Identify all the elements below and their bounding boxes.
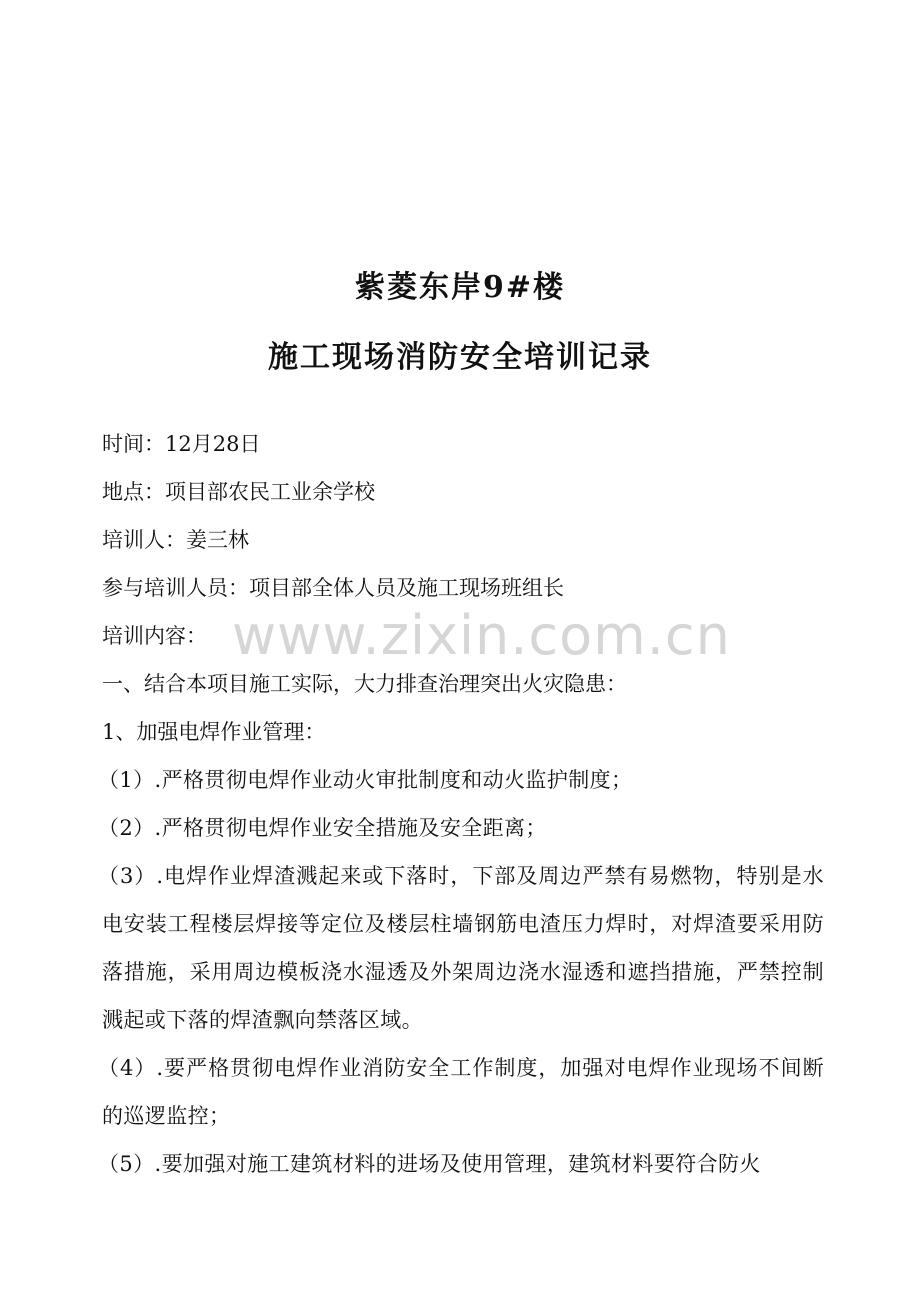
field-trainer: 培训人：姜三林 xyxy=(102,528,249,552)
list-item: （2）.严格贯彻电焊作业安全措施及安全距离； xyxy=(98,816,547,840)
list-item: （3）.电焊作业焊渣溅起来或下落时，下部及周边严禁有易燃物，特别是水电安装工程楼层焊接等定位及楼层柱墙钢筋电渣压力焊时，对焊渣要采用防落措施，采用周边模板浇水湿透及外架周边浇水湿透和遮挡措施，严禁控制溅起或下落的焊渣飘向禁落区域。 xyxy=(98,864,824,1032)
watermark: www.zixin.com.cn xyxy=(232,604,731,667)
field-location: 地点：项目部农民工业余学校 xyxy=(102,480,375,504)
subsection-heading-1: 1、加强电焊作业管理： xyxy=(102,720,326,744)
field-time: 时间：12月28日 xyxy=(102,432,261,456)
list-item: （5）.要加强对施工建筑材料的进场及使用管理，建筑材料要符合防火 xyxy=(98,1152,761,1176)
document-body xyxy=(98,420,824,1188)
document-title-project: 紫菱东岸9#楼 xyxy=(354,270,565,305)
section-heading-1: 一、结合本项目施工实际，大力排查治理突出火灾隐患： xyxy=(102,672,627,696)
field-content-heading: 培训内容： xyxy=(102,624,207,648)
list-item: （1）.严格贯彻电焊作业动火审批制度和动火监护制度； xyxy=(98,768,633,792)
list-item: （4）.要严格贯彻电焊作业消防安全工作制度，加强对电焊作业现场不间断的巡逻监控； xyxy=(98,1056,824,1128)
field-participants: 参与培训人员：项目部全体人员及施工现场班组长 xyxy=(102,576,564,600)
document-title-record: 施工现场消防安全培训记录 xyxy=(268,340,652,375)
